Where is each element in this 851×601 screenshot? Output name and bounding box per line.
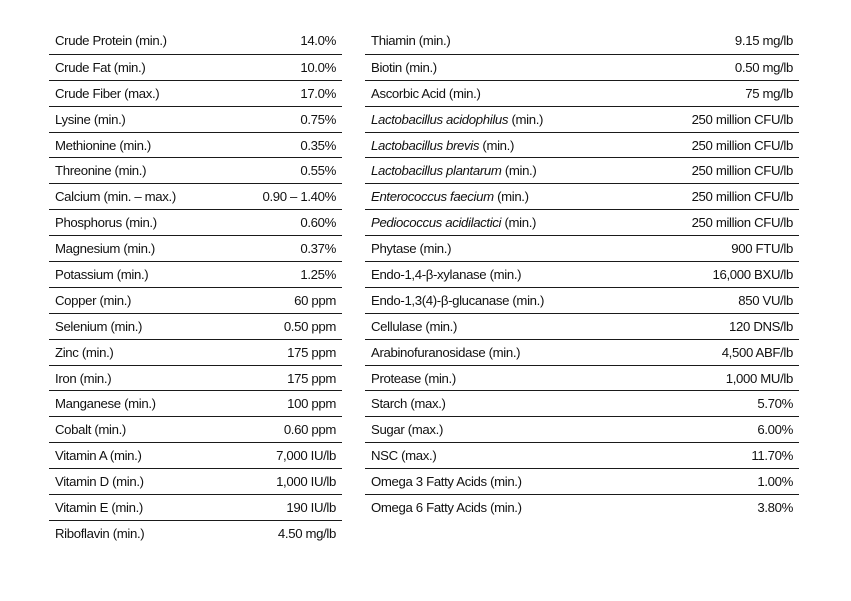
nutrient-label: Cobalt (min.) — [55, 422, 126, 438]
table-row — [49, 468, 342, 494]
table-row — [49, 132, 342, 158]
nutrient-label — [371, 215, 536, 230]
nutrient-label: Selenium (min.) — [55, 318, 143, 334]
nutrient-value: 120 DNS/lb — [729, 318, 793, 334]
table-row — [365, 157, 799, 183]
nutrient-label — [371, 189, 529, 204]
label-suffix: (min.) — [493, 189, 529, 205]
nutrient-value: 250 million CFU/lb — [691, 189, 793, 205]
nutrient-label: Endo-1,3(4)-β-glucanase (min.) — [371, 292, 544, 308]
nutrient-value: 190 IU/lb — [286, 499, 336, 515]
nutrient-label: Calcium (min. – max.) — [55, 189, 176, 205]
nutrient-label: Manganese (min.) — [55, 396, 156, 412]
table-row — [49, 235, 342, 261]
nutrient-value: 900 FTU/lb — [731, 241, 793, 257]
nutrient-value: 0.55% — [300, 163, 336, 179]
table-row — [365, 183, 799, 209]
species-name: Lactobacillus acidophilus — [371, 111, 509, 127]
table-row — [49, 80, 342, 106]
table-row — [365, 80, 799, 106]
nutrient-value: 0.37% — [300, 241, 336, 257]
table-row — [49, 442, 342, 468]
table-row — [365, 365, 799, 391]
nutrient-label: Zinc (min.) — [55, 344, 114, 360]
nutrient-label: Vitamin E (min.) — [55, 499, 143, 515]
table-row — [49, 494, 342, 520]
nutrient-label: Omega 3 Fatty Acids (min.) — [371, 474, 522, 490]
nutrient-value: 0.90 – 1.40% — [262, 189, 336, 205]
table-row — [365, 339, 799, 365]
table-row — [365, 442, 799, 468]
nutrient-value: 7,000 IU/lb — [276, 448, 336, 464]
table-row — [365, 28, 799, 54]
species-name: Pediococcus acidilactici — [371, 215, 502, 231]
table-row — [49, 416, 342, 442]
nutrient-value: 175 ppm — [287, 370, 336, 386]
nutrient-label: Starch (max.) — [371, 396, 446, 412]
table-row — [365, 106, 799, 132]
nutrient-label: Biotin (min.) — [371, 59, 437, 75]
nutrient-label: Phytase (min.) — [371, 241, 452, 257]
left-analysis-column — [49, 28, 342, 546]
nutrient-value: 14.0% — [300, 33, 336, 49]
nutrient-label: Threonine (min.) — [55, 163, 147, 179]
nutrient-value: 17.0% — [300, 85, 336, 101]
nutrient-value: 60 ppm — [294, 292, 336, 308]
table-row — [49, 520, 342, 546]
nutrient-value: 10.0% — [300, 59, 336, 75]
table-row — [49, 339, 342, 365]
nutrient-value: 0.60% — [300, 215, 336, 231]
nutrient-value: 1.00% — [757, 474, 793, 490]
right-analysis-column — [365, 28, 799, 520]
table-row — [365, 494, 799, 520]
table-row — [365, 416, 799, 442]
nutrient-value: 250 million CFU/lb — [691, 137, 793, 153]
table-row — [49, 54, 342, 80]
table-row — [49, 157, 342, 183]
table-row — [49, 183, 342, 209]
nutrient-label: Arabinofuranosidase (min.) — [371, 344, 521, 360]
species-name: Lactobacillus plantarum — [371, 163, 502, 179]
nutrient-label — [371, 163, 536, 178]
table-row — [49, 365, 342, 391]
table-row — [365, 209, 799, 235]
nutrient-value: 1,000 MU/lb — [725, 370, 793, 386]
nutrient-label: Riboflavin (min.) — [55, 525, 145, 541]
nutrient-value: 3.80% — [757, 499, 793, 515]
nutrient-value: 0.35% — [300, 137, 336, 153]
nutrient-label: NSC (max.) — [371, 448, 437, 464]
nutrient-label: Iron (min.) — [55, 370, 112, 386]
nutrient-value: 11.70% — [751, 448, 793, 464]
nutrient-label: Endo-1,4-β-xylanase (min.) — [371, 266, 522, 282]
nutrient-value: 250 million CFU/lb — [691, 111, 793, 127]
table-row — [49, 106, 342, 132]
species-name: Enterococcus faecium — [371, 189, 494, 205]
table-row — [365, 235, 799, 261]
table-row — [49, 209, 342, 235]
nutrient-label: Vitamin D (min.) — [55, 474, 144, 490]
nutrient-label: Methionine (min.) — [55, 137, 151, 153]
nutrient-label: Potassium (min.) — [55, 266, 149, 282]
species-name: Lactobacillus brevis — [371, 137, 480, 153]
nutrient-label: Thiamin (min.) — [371, 33, 451, 49]
nutrient-value: 0.60 ppm — [283, 422, 336, 438]
nutrient-value: 1,000 IU/lb — [276, 474, 336, 490]
nutrient-value: 0.50 ppm — [283, 318, 336, 334]
label-suffix: (min.) — [479, 137, 515, 153]
nutrient-value: 6.00% — [757, 422, 793, 438]
nutrient-value: 250 million CFU/lb — [691, 215, 793, 231]
table-row — [49, 390, 342, 416]
nutrient-label: Sugar (max.) — [371, 422, 444, 438]
nutrient-label: Omega 6 Fatty Acids (min.) — [371, 499, 522, 515]
nutrient-value: 4,500 ABF/lb — [721, 344, 793, 360]
nutrient-value: 175 ppm — [287, 344, 336, 360]
nutrient-label — [371, 112, 543, 127]
table-row — [365, 132, 799, 158]
nutrient-value: 0.50 mg/lb — [734, 59, 793, 75]
nutrient-label: Lysine (min.) — [55, 111, 126, 127]
table-row — [49, 287, 342, 313]
nutrient-value: 75 mg/lb — [745, 85, 793, 101]
table-row — [49, 313, 342, 339]
nutrient-value: 0.75% — [300, 111, 336, 127]
nutrient-label: Phosphorus (min.) — [55, 215, 157, 231]
nutrient-label: Crude Protein (min.) — [55, 33, 167, 49]
table-row — [49, 28, 342, 54]
nutrient-label: Ascorbic Acid (min.) — [371, 85, 481, 101]
table-row — [365, 390, 799, 416]
nutrient-value: 9.15 mg/lb — [734, 33, 793, 49]
label-suffix: (min.) — [501, 215, 537, 231]
nutrient-value: 5.70% — [757, 396, 793, 412]
label-suffix: (min.) — [508, 111, 544, 127]
table-row — [365, 261, 799, 287]
table-row — [365, 287, 799, 313]
nutrient-value: 16,000 BXU/lb — [712, 266, 793, 282]
nutrient-label: Copper (min.) — [55, 292, 132, 308]
nutrient-value: 850 VU/lb — [738, 292, 793, 308]
table-row — [365, 54, 799, 80]
nutrient-value: 100 ppm — [287, 396, 336, 412]
nutrient-label: Protease (min.) — [371, 370, 456, 386]
nutrient-label: Crude Fat (min.) — [55, 59, 146, 75]
table-row — [365, 468, 799, 494]
nutrient-label: Cellulase (min.) — [371, 318, 458, 334]
nutrient-label: Crude Fiber (max.) — [55, 85, 160, 101]
nutrient-value: 250 million CFU/lb — [691, 163, 793, 179]
nutrient-label: Magnesium (min.) — [55, 241, 155, 257]
label-suffix: (min.) — [501, 163, 537, 179]
table-row — [365, 313, 799, 339]
nutrient-label: Vitamin A (min.) — [55, 448, 142, 464]
nutrient-value: 1.25% — [300, 266, 336, 282]
table-row — [49, 261, 342, 287]
nutrient-value: 4.50 mg/lb — [277, 525, 336, 541]
nutrient-label — [371, 138, 514, 153]
